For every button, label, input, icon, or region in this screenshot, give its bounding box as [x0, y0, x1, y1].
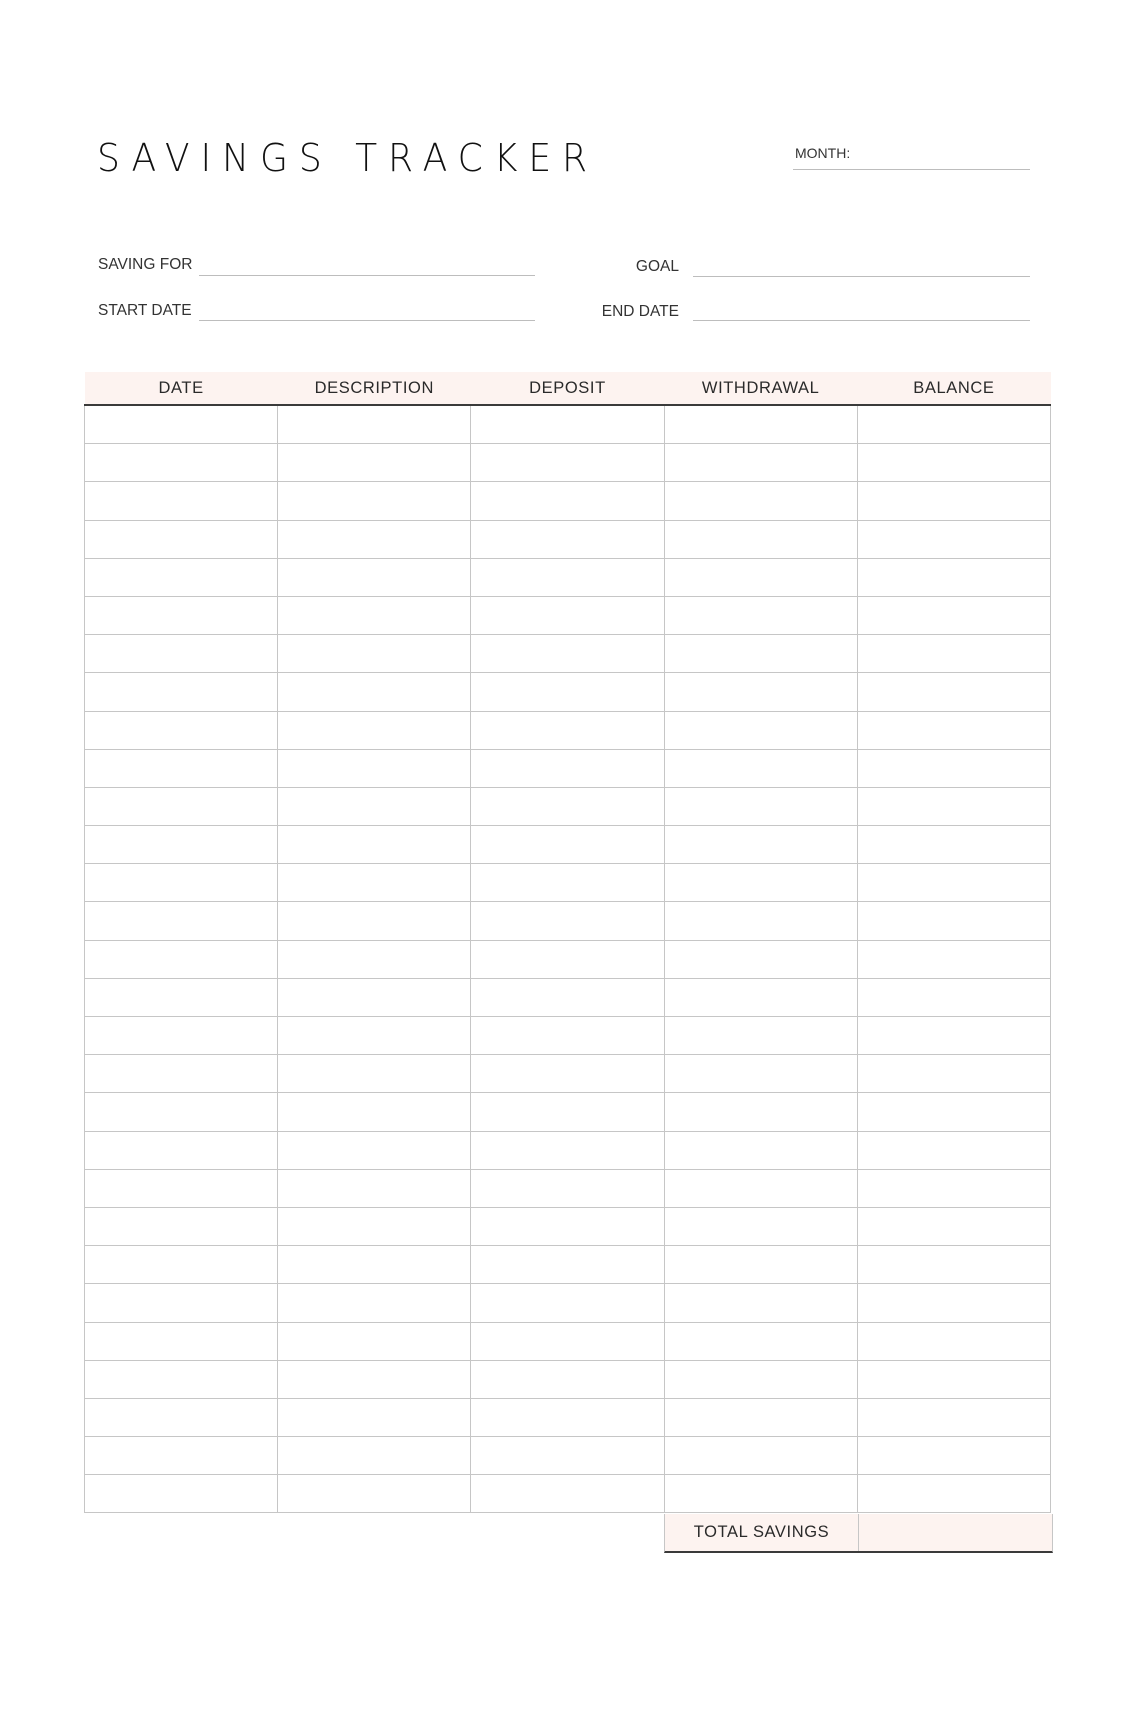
- description-cell[interactable]: [278, 635, 471, 673]
- description-cell[interactable]: [278, 1169, 471, 1207]
- saving-for-label: SAVING FOR: [98, 256, 193, 273]
- withdrawal-cell[interactable]: [664, 1017, 857, 1055]
- start-date-field[interactable]: [199, 320, 535, 321]
- table-row: [85, 1322, 1051, 1360]
- table-row: [85, 596, 1051, 634]
- balance-cell[interactable]: [857, 1475, 1050, 1513]
- goal-label: GOAL: [635, 258, 679, 275]
- balance-cell[interactable]: [857, 1360, 1050, 1398]
- withdrawal-cell[interactable]: [664, 405, 857, 444]
- balance-cell[interactable]: [857, 978, 1050, 1016]
- date-cell[interactable]: [85, 1093, 278, 1131]
- table-row: [85, 940, 1051, 978]
- date-cell[interactable]: [85, 1360, 278, 1398]
- deposit-cell[interactable]: [471, 558, 664, 596]
- column-header-balance: BALANCE: [857, 372, 1050, 405]
- withdrawal-cell[interactable]: [664, 520, 857, 558]
- deposit-cell[interactable]: [471, 1322, 664, 1360]
- table-row: [85, 1055, 1051, 1093]
- table-row: [85, 902, 1051, 940]
- balance-cell[interactable]: [857, 1131, 1050, 1169]
- date-cell[interactable]: [85, 520, 278, 558]
- table-row: [85, 1475, 1051, 1513]
- deposit-cell[interactable]: [471, 520, 664, 558]
- balance-cell[interactable]: [857, 596, 1050, 634]
- description-cell[interactable]: [278, 482, 471, 520]
- description-cell[interactable]: [278, 902, 471, 940]
- table-row: [85, 1246, 1051, 1284]
- balance-cell[interactable]: [857, 635, 1050, 673]
- date-cell[interactable]: [85, 673, 278, 711]
- page-title: SAVINGS TRACKER: [97, 136, 599, 180]
- description-cell[interactable]: [278, 520, 471, 558]
- table-row: [85, 864, 1051, 902]
- description-cell[interactable]: [278, 864, 471, 902]
- table-header-row: [85, 372, 1051, 405]
- balance-cell[interactable]: [857, 1169, 1050, 1207]
- withdrawal-cell[interactable]: [664, 711, 857, 749]
- withdrawal-cell[interactable]: [664, 902, 857, 940]
- balance-cell[interactable]: [857, 1093, 1050, 1131]
- description-cell[interactable]: [278, 1131, 471, 1169]
- start-date-label: START DATE: [98, 302, 192, 319]
- table-body: [85, 405, 1051, 1513]
- description-cell[interactable]: [278, 673, 471, 711]
- table-row: [85, 635, 1051, 673]
- column-header-date: DATE: [85, 372, 278, 405]
- withdrawal-cell[interactable]: [664, 1093, 857, 1131]
- date-cell[interactable]: [85, 902, 278, 940]
- table-row: [85, 1017, 1051, 1055]
- balance-cell[interactable]: [857, 787, 1050, 825]
- date-cell[interactable]: [85, 1475, 278, 1513]
- total-savings-cell[interactable]: [859, 1514, 1052, 1551]
- date-cell[interactable]: [85, 1169, 278, 1207]
- description-cell[interactable]: [278, 1207, 471, 1245]
- balance-cell[interactable]: [857, 1207, 1050, 1245]
- date-cell[interactable]: [85, 1246, 278, 1284]
- total-savings-row: [664, 1514, 1053, 1553]
- date-cell[interactable]: [85, 1017, 278, 1055]
- saving-for-field[interactable]: [199, 275, 535, 276]
- withdrawal-cell[interactable]: [664, 1322, 857, 1360]
- withdrawal-cell[interactable]: [664, 1475, 857, 1513]
- date-cell[interactable]: [85, 940, 278, 978]
- deposit-cell[interactable]: [471, 482, 664, 520]
- withdrawal-cell[interactable]: [664, 978, 857, 1016]
- table-row: [85, 1284, 1051, 1322]
- balance-cell[interactable]: [857, 1055, 1050, 1093]
- deposit-cell[interactable]: [471, 711, 664, 749]
- date-cell[interactable]: [85, 1207, 278, 1245]
- date-cell[interactable]: [85, 1437, 278, 1475]
- withdrawal-cell[interactable]: [664, 1169, 857, 1207]
- balance-cell[interactable]: [857, 673, 1050, 711]
- withdrawal-cell[interactable]: [664, 673, 857, 711]
- description-cell[interactable]: [278, 558, 471, 596]
- date-cell[interactable]: [85, 749, 278, 787]
- deposit-cell[interactable]: [471, 444, 664, 482]
- description-cell[interactable]: [278, 787, 471, 825]
- table-row: [85, 673, 1051, 711]
- balance-cell[interactable]: [857, 482, 1050, 520]
- withdrawal-cell[interactable]: [664, 558, 857, 596]
- date-cell[interactable]: [85, 1398, 278, 1436]
- column-header-withdrawal: WITHDRAWAL: [664, 372, 857, 405]
- total-savings-label: TOTAL SAVINGS: [665, 1514, 859, 1551]
- column-header-description: DESCRIPTION: [278, 372, 471, 405]
- table-row: [85, 787, 1051, 825]
- balance-cell[interactable]: [857, 1437, 1050, 1475]
- month-field[interactable]: [793, 169, 1030, 170]
- description-cell[interactable]: [278, 1360, 471, 1398]
- table-row: [85, 1093, 1051, 1131]
- deposit-cell[interactable]: [471, 1017, 664, 1055]
- withdrawal-cell[interactable]: [664, 444, 857, 482]
- deposit-cell[interactable]: [471, 1360, 664, 1398]
- table-row: [85, 1207, 1051, 1245]
- deposit-cell[interactable]: [471, 596, 664, 634]
- description-cell[interactable]: [278, 1055, 471, 1093]
- table-row: [85, 444, 1051, 482]
- description-cell[interactable]: [278, 711, 471, 749]
- description-cell[interactable]: [278, 1017, 471, 1055]
- withdrawal-cell[interactable]: [664, 864, 857, 902]
- deposit-cell[interactable]: [471, 1169, 664, 1207]
- table-row: [85, 1437, 1051, 1475]
- withdrawal-cell[interactable]: [664, 787, 857, 825]
- date-cell[interactable]: [85, 787, 278, 825]
- deposit-cell[interactable]: [471, 1398, 664, 1436]
- date-cell[interactable]: [85, 711, 278, 749]
- date-cell[interactable]: [85, 826, 278, 864]
- table-row: [85, 1360, 1051, 1398]
- date-cell[interactable]: [85, 635, 278, 673]
- deposit-cell[interactable]: [471, 635, 664, 673]
- table-row: [85, 749, 1051, 787]
- balance-cell[interactable]: [857, 558, 1050, 596]
- description-cell[interactable]: [278, 1093, 471, 1131]
- description-cell[interactable]: [278, 1284, 471, 1322]
- table-row: [85, 826, 1051, 864]
- table-row: [85, 405, 1051, 444]
- description-cell[interactable]: [278, 940, 471, 978]
- date-cell[interactable]: [85, 1055, 278, 1093]
- table-row: [85, 558, 1051, 596]
- deposit-cell[interactable]: [471, 940, 664, 978]
- withdrawal-cell[interactable]: [664, 826, 857, 864]
- balance-cell[interactable]: [857, 940, 1050, 978]
- table-row: [85, 482, 1051, 520]
- deposit-cell[interactable]: [471, 1207, 664, 1245]
- withdrawal-cell[interactable]: [664, 482, 857, 520]
- description-cell[interactable]: [278, 1246, 471, 1284]
- balance-cell[interactable]: [857, 902, 1050, 940]
- date-cell[interactable]: [85, 444, 278, 482]
- date-cell[interactable]: [85, 978, 278, 1016]
- date-cell[interactable]: [85, 558, 278, 596]
- balance-cell[interactable]: [857, 520, 1050, 558]
- deposit-cell[interactable]: [471, 978, 664, 1016]
- description-cell[interactable]: [278, 826, 471, 864]
- balance-cell[interactable]: [857, 749, 1050, 787]
- deposit-cell[interactable]: [471, 787, 664, 825]
- withdrawal-cell[interactable]: [664, 1131, 857, 1169]
- withdrawal-cell[interactable]: [664, 1437, 857, 1475]
- description-cell[interactable]: [278, 978, 471, 1016]
- deposit-cell[interactable]: [471, 1437, 664, 1475]
- deposit-cell[interactable]: [471, 673, 664, 711]
- withdrawal-cell[interactable]: [664, 1207, 857, 1245]
- date-cell[interactable]: [85, 1284, 278, 1322]
- withdrawal-cell[interactable]: [664, 749, 857, 787]
- balance-cell[interactable]: [857, 444, 1050, 482]
- deposit-cell[interactable]: [471, 1284, 664, 1322]
- description-cell[interactable]: [278, 405, 471, 444]
- balance-cell[interactable]: [857, 1246, 1050, 1284]
- table-row: [85, 1131, 1051, 1169]
- withdrawal-cell[interactable]: [664, 1360, 857, 1398]
- balance-cell[interactable]: [857, 1017, 1050, 1055]
- deposit-cell[interactable]: [471, 826, 664, 864]
- table-row: [85, 978, 1051, 1016]
- description-cell[interactable]: [278, 749, 471, 787]
- description-cell[interactable]: [278, 1437, 471, 1475]
- balance-cell[interactable]: [857, 1398, 1050, 1436]
- balance-cell[interactable]: [857, 711, 1050, 749]
- withdrawal-cell[interactable]: [664, 940, 857, 978]
- table-row: [85, 520, 1051, 558]
- withdrawal-cell[interactable]: [664, 596, 857, 634]
- deposit-cell[interactable]: [471, 1055, 664, 1093]
- savings-table: [84, 372, 1051, 1513]
- date-cell[interactable]: [85, 1131, 278, 1169]
- deposit-cell[interactable]: [471, 1093, 664, 1131]
- balance-cell[interactable]: [857, 826, 1050, 864]
- description-cell[interactable]: [278, 1322, 471, 1360]
- withdrawal-cell[interactable]: [664, 635, 857, 673]
- table-row: [85, 711, 1051, 749]
- withdrawal-cell[interactable]: [664, 1398, 857, 1436]
- description-cell[interactable]: [278, 1398, 471, 1436]
- balance-cell[interactable]: [857, 405, 1050, 444]
- date-cell[interactable]: [85, 405, 278, 444]
- balance-cell[interactable]: [857, 1322, 1050, 1360]
- withdrawal-cell[interactable]: [664, 1246, 857, 1284]
- balance-cell[interactable]: [857, 864, 1050, 902]
- deposit-cell[interactable]: [471, 1475, 664, 1513]
- deposit-cell[interactable]: [471, 1131, 664, 1169]
- column-header-deposit: DEPOSIT: [471, 372, 664, 405]
- withdrawal-cell[interactable]: [664, 1055, 857, 1093]
- withdrawal-cell[interactable]: [664, 1284, 857, 1322]
- description-cell[interactable]: [278, 444, 471, 482]
- goal-field[interactable]: [693, 276, 1030, 277]
- table-row: [85, 1169, 1051, 1207]
- deposit-cell[interactable]: [471, 902, 664, 940]
- description-cell[interactable]: [278, 1475, 471, 1513]
- deposit-cell[interactable]: [471, 749, 664, 787]
- deposit-cell[interactable]: [471, 1246, 664, 1284]
- month-label: MONTH:: [795, 145, 851, 161]
- description-cell[interactable]: [278, 596, 471, 634]
- date-cell[interactable]: [85, 596, 278, 634]
- table-row: [85, 1398, 1051, 1436]
- date-cell[interactable]: [85, 1322, 278, 1360]
- date-cell[interactable]: [85, 864, 278, 902]
- end-date-label: END DATE: [601, 303, 679, 320]
- deposit-cell[interactable]: [471, 405, 664, 444]
- balance-cell[interactable]: [857, 1284, 1050, 1322]
- end-date-field[interactable]: [693, 320, 1030, 321]
- deposit-cell[interactable]: [471, 864, 664, 902]
- date-cell[interactable]: [85, 482, 278, 520]
